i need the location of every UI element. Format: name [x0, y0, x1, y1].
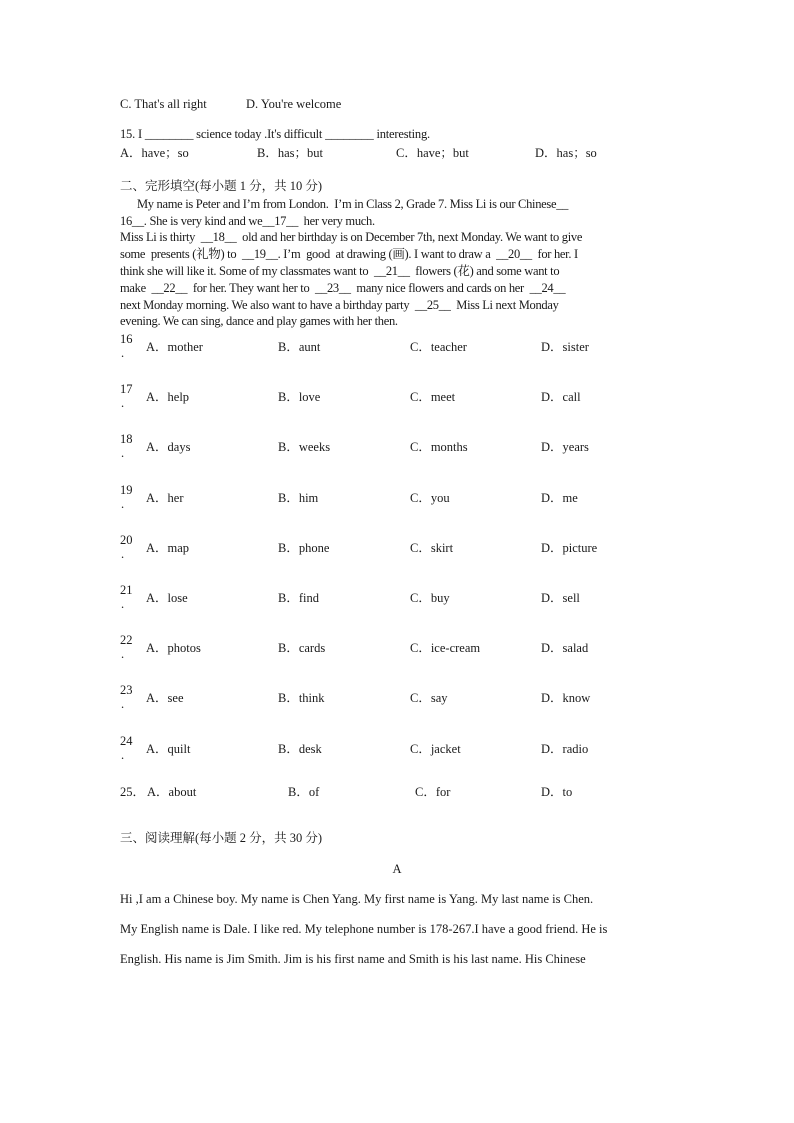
question-option: C．you [410, 491, 450, 505]
passage-line-4: some presents (礼物) to __19__. I’m good at drawing (画). I want to draw a __20__ for her. I [120, 247, 578, 261]
section3-title: 三、阅读理解(每小题 2 分，共 30 分) [120, 831, 323, 845]
question-option: D．picture [541, 541, 598, 555]
section2-title: 二、完形填空(每小题 1 分，共 10 分) [120, 179, 323, 193]
passage-line-2: 16__. She is very kind and we__17__ her very much. [120, 214, 375, 228]
question-option: D．years [541, 440, 589, 454]
question-number: 24 [120, 734, 133, 748]
question-option: D．know [541, 691, 591, 705]
question-option: A．quilt [146, 742, 191, 756]
q15-stem: 15. I ________ science today .It's difficult ________ interesting. [120, 127, 430, 141]
question-option: C．meet [410, 390, 456, 404]
passage-line-6: make __22__ for her. They want her to __23__ many nice flowers and cards on her __24__ [120, 281, 566, 295]
q15-option-b: B．has；but [257, 146, 323, 160]
question-number: 22 [120, 633, 133, 647]
question-option: B．desk [278, 742, 322, 756]
reading-line-2: My English name is Dale. I like red. My telephone number is 178-267.I have a good friend. He is [120, 922, 608, 936]
question-option: C．ice-cream [410, 641, 481, 655]
question-option: C．say [410, 691, 448, 705]
question-option: A．map [146, 541, 190, 555]
question-number-dot: . [121, 396, 125, 410]
passage-line-3: Miss Li is thirty __18__ old and her birthday is on December 7th, next Monday. We want to give [120, 230, 583, 244]
question-number: 16 [120, 332, 133, 346]
question-option: B．think [278, 691, 325, 705]
q25-number: 25． [120, 785, 146, 799]
question-option: A．lose [146, 591, 188, 605]
reading-line-3: English. His name is Jim Smith. Jim is his first name and Smith is his last name. His Chinese [120, 952, 586, 966]
question-option: B．cards [278, 641, 326, 655]
question-number: 21 [120, 583, 133, 597]
question-option: D．sell [541, 591, 580, 605]
q25-option-c: C．for [415, 785, 451, 799]
question-number-dot: . [121, 446, 125, 460]
question-option: C．months [410, 440, 468, 454]
question-number-dot: . [121, 346, 125, 360]
question-option: B．phone [278, 541, 330, 555]
question-option: C．skirt [410, 541, 454, 555]
question-option: D．call [541, 390, 581, 404]
question-option: C．buy [410, 591, 450, 605]
question-number-dot: . [121, 748, 125, 762]
question-option: A．days [146, 440, 191, 454]
question-option: B．love [278, 390, 321, 404]
question-number: 19 [120, 483, 133, 497]
option-c: C. That's all right [120, 97, 207, 111]
question-number: 20 [120, 533, 133, 547]
q15-option-a: A．have；so [120, 146, 189, 160]
question-option: C．teacher [410, 340, 467, 354]
passage-line-1: My name is Peter and I’m from London. I’m in Class 2, Grade 7. Miss Li is our Chinese__ [120, 197, 569, 211]
question-option: A．photos [146, 641, 201, 655]
passage-line-8: evening. We can sing, dance and play games with her then. [120, 314, 398, 328]
question-number: 23 [120, 683, 133, 697]
q15-option-d: D．has；so [535, 146, 597, 160]
question-option: D．me [541, 491, 578, 505]
question-number: 17 [120, 382, 133, 396]
question-option: C．jacket [410, 742, 461, 756]
question-number-dot: . [121, 547, 125, 561]
question-option: A．help [146, 390, 190, 404]
passage-line-7: next Monday morning. We also want to have a birthday party __25__ Miss Li next Monday [120, 298, 559, 312]
passage-line-5: think she will like it. Some of my classmates want to __21__ flowers (花) and some want to [120, 264, 560, 278]
question-option: D．radio [541, 742, 589, 756]
option-d: D. You're welcome [246, 97, 342, 111]
question-option: D．salad [541, 641, 589, 655]
q25-option-d: D．to [541, 785, 573, 799]
question-option: D．sister [541, 340, 589, 354]
question-option: B．him [278, 491, 319, 505]
question-number-dot: . [121, 647, 125, 661]
question-number-dot: . [121, 697, 125, 711]
q25-option-b: B．of [288, 785, 320, 799]
q15-option-c: C．have；but [396, 146, 469, 160]
question-number-dot: . [121, 597, 125, 611]
q25-option-a: A．about [147, 785, 197, 799]
question-option: A．mother [146, 340, 203, 354]
question-option: A．see [146, 691, 184, 705]
question-number-dot: . [121, 497, 125, 511]
question-number: 18 [120, 432, 133, 446]
question-option: B．find [278, 591, 319, 605]
reading-line-1: Hi ,I am a Chinese boy. My name is Chen Yang. My first name is Yang. My last name is Chen. [120, 892, 594, 906]
question-option: B．weeks [278, 440, 331, 454]
passage-label: A [392, 862, 402, 876]
question-option: A．her [146, 491, 184, 505]
question-option: B．aunt [278, 340, 321, 354]
